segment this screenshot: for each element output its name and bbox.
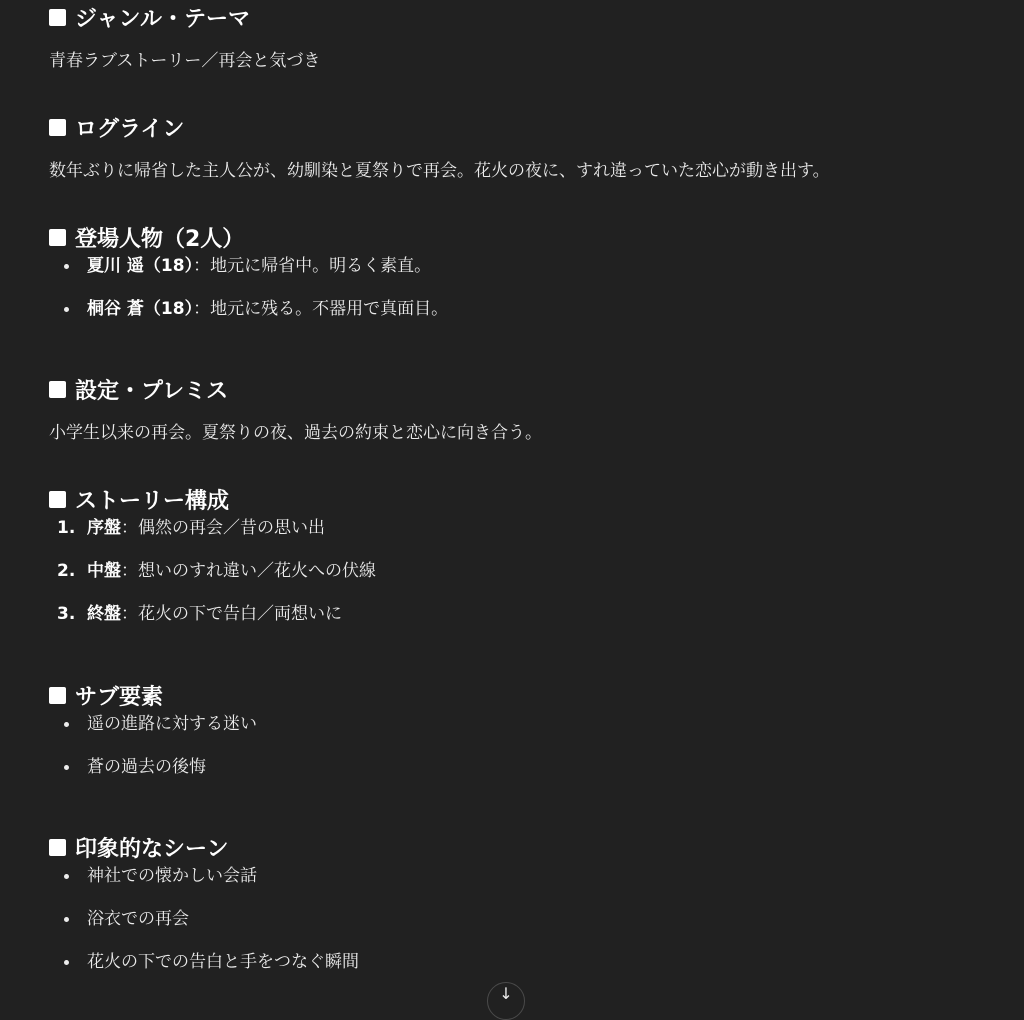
list-number: 3. [57,604,76,624]
story-phase-description: ：偶然の再会／昔の思い出 [121,518,325,538]
section-paragraph: 小学生以来の再会。夏祭りの夜、過去の約束と恋心に向き合う。 [49,423,542,443]
list-number: 2. [57,561,76,581]
square-bullet-icon [49,229,66,246]
section-paragraph: 数年ぶりに帰省した主人公が、幼馴染と夏祭りで再会。花火の夜に、すれ違っていた恋心が動き出す。 [49,161,830,181]
square-bullet-icon [49,687,66,704]
section-paragraph: 青春ラブストーリー／再会と気づき [49,51,321,71]
bullet-dot-icon [64,722,69,727]
list-item-text: 蒼の過去の後悔 [87,757,206,777]
character-name: 夏川 遥（18） [87,256,194,276]
list-item-text: 花火の下での告白と手をつなぐ瞬間 [87,952,359,972]
section-heading [49,830,359,864]
section-logline [49,110,830,183]
list-item-text: 神社での懐かしい会話 [87,866,257,886]
section-story [49,482,376,626]
square-bullet-icon [49,9,66,26]
character-name: 桐谷 蒼（18） [87,299,194,319]
arrow-down-icon: ↓ [499,984,513,1003]
sub-elements-list [49,712,257,779]
scenes-list [49,864,359,974]
bullet-dot-icon [64,765,69,770]
section-heading [49,220,448,254]
section-heading-text: サブ要素 [75,684,164,710]
section-heading [49,372,542,406]
list-item [49,755,257,779]
list-item [49,254,448,278]
character-list [49,254,448,321]
list-item [49,297,448,321]
story-phase-label: 終盤 [87,604,121,624]
section-heading [49,482,376,516]
bullet-dot-icon [64,874,69,879]
square-bullet-icon [49,491,66,508]
list-item [49,516,376,540]
story-structure-list [49,516,376,626]
bullet-dot-icon [64,917,69,922]
section-heading-text: ログライン [75,116,185,142]
square-bullet-icon [49,381,66,398]
bullet-dot-icon [64,264,69,269]
bullet-dot-icon [64,307,69,312]
list-item [49,559,376,583]
character-description: ：地元に帰省中。明るく素直。 [193,256,432,276]
section-heading [49,110,830,144]
story-phase-label: 中盤 [87,561,121,581]
section-heading-text: 印象的なシーン [75,836,229,862]
section-premise [49,372,542,445]
square-bullet-icon [49,119,66,136]
list-item [49,602,376,626]
section-heading [49,678,257,712]
section-heading-text: ストーリー構成 [75,488,230,514]
list-item [49,864,359,888]
list-number: 1. [57,518,76,538]
scroll-to-bottom-button[interactable] [487,982,525,1020]
list-item [49,712,257,736]
square-bullet-icon [49,839,66,856]
list-item-text: 浴衣での再会 [87,909,189,929]
list-item-text: 遥の進路に対する迷い [87,714,257,734]
section-heading [49,0,320,34]
section-heading-text: 登場人物（2人） [75,226,245,252]
character-description: ：地元に残る。不器用で真面目。 [193,299,449,319]
section-heading-text: 設定・プレミス [75,378,229,404]
list-item [49,907,359,931]
section-characters [49,220,448,321]
section-sub-elements [49,678,257,779]
section-genre [49,0,320,73]
section-heading-text: ジャンル・テーマ [75,6,251,32]
list-item [49,950,359,974]
story-phase-label: 序盤 [87,518,121,538]
story-phase-description: ：想いのすれ違い／花火への伏線 [121,561,376,581]
bullet-dot-icon [64,960,69,965]
section-scenes [49,830,359,974]
story-phase-description: ：花火の下で告白／両想いに [121,604,342,624]
